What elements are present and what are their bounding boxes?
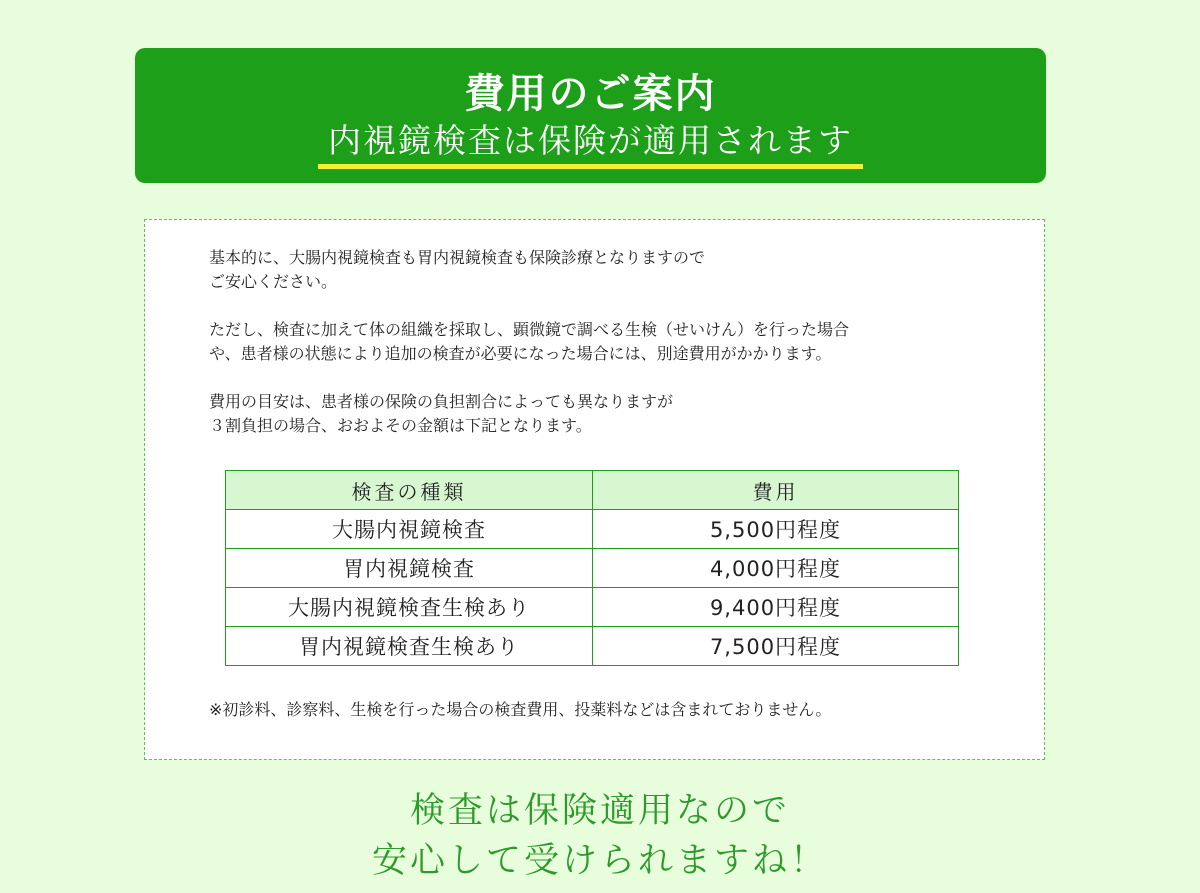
subtitle-wrapper xyxy=(135,48,1046,169)
exclusion-note: ※初診料、診察料、生検を行った場合の検査費用、投薬料などは含まれておりません。 xyxy=(209,700,832,719)
closing-line2: 安心して受けられますね！ xyxy=(371,841,828,881)
intro-p2-line2: や、患者様の状態により追加の検査が必要になった場合には、別途費用がかかります。 xyxy=(209,344,832,363)
table-row xyxy=(226,549,959,588)
fee-cell: 4,000円程度 xyxy=(593,549,959,588)
fee-cell: 7,500円程度 xyxy=(593,627,959,666)
table-row xyxy=(226,510,959,549)
table-row xyxy=(226,627,959,666)
fee-info-box xyxy=(144,219,1045,760)
intro-p1-line2: ご安心ください。 xyxy=(209,272,338,291)
intro-paragraph-estimate xyxy=(209,390,673,438)
table-row xyxy=(226,588,959,627)
intro-p2-line1: ただし、検査に加えて体の組織を採取し、顕微鏡で調べる生検（せいけん）を行った場合 xyxy=(209,320,850,339)
exam-type-cell: 大腸内視鏡検査生検あり xyxy=(226,588,593,627)
page-title: 費用のご案内 xyxy=(464,71,717,117)
fee-table xyxy=(225,470,959,666)
intro-p1-line1: 基本的に、大腸内視鏡検査も胃内視鏡検査も保険診療となりますので xyxy=(209,248,706,267)
exam-type-cell: 胃内視鏡検査生検あり xyxy=(226,627,593,666)
fee-cell: 9,400円程度 xyxy=(593,588,959,627)
header-banner xyxy=(135,48,1046,183)
table-header-exam-type: 検査の種類 xyxy=(226,471,593,510)
intro-paragraph-additional-fees xyxy=(209,318,849,366)
exam-type-cell: 大腸内視鏡検査 xyxy=(226,510,593,549)
fee-cell: 5,500円程度 xyxy=(593,510,959,549)
intro-p3-line2: ３割負担の場合、おおよその金額は下記となります。 xyxy=(209,416,592,435)
closing-line1: 検査は保険適用なので xyxy=(409,791,790,831)
closing-message xyxy=(0,786,1200,886)
table-header-fee: 費用 xyxy=(593,471,959,510)
table-header-row xyxy=(226,471,959,510)
exam-type-cell: 胃内視鏡検査 xyxy=(226,549,593,588)
intro-p3-line1: 費用の目安は、患者様の保険の負担割合によっても異なりますが xyxy=(209,392,674,411)
intro-paragraph-insurance xyxy=(209,246,705,294)
page-subtitle: 内視鏡検査は保険が適用されます xyxy=(318,121,863,169)
